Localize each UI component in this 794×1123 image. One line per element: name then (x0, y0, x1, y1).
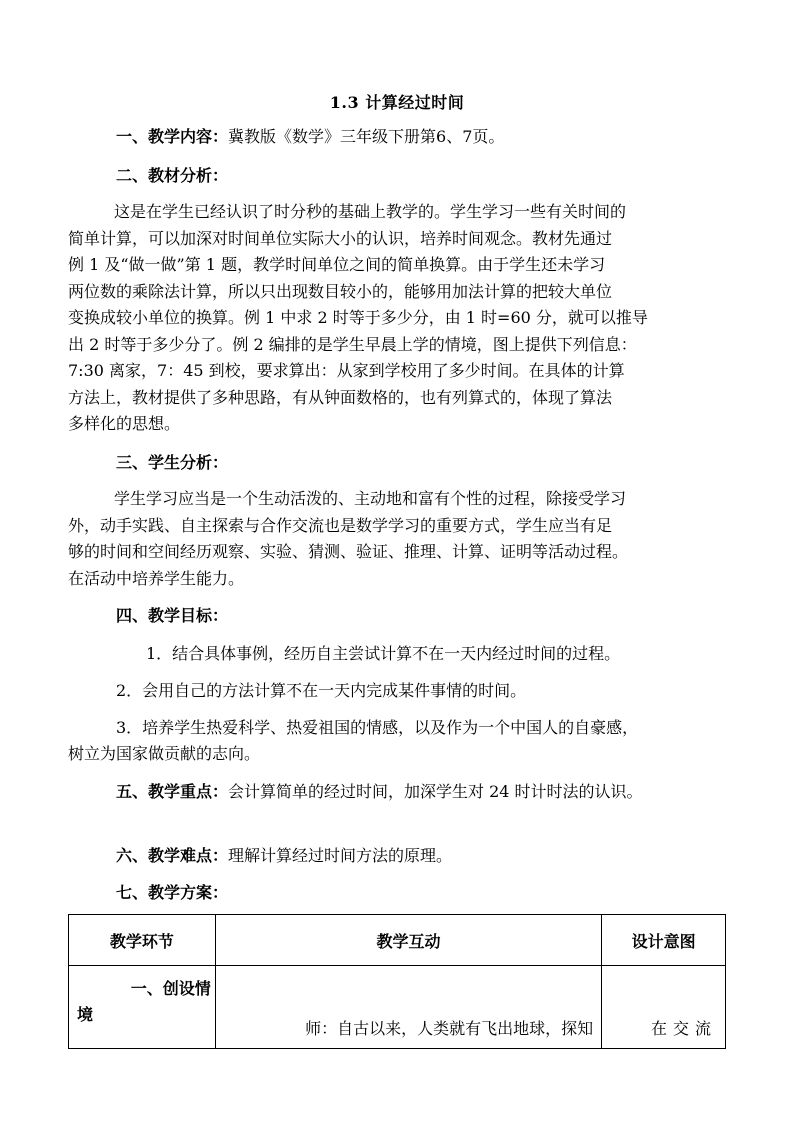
section-key-points-label: 五、教学重点： (116, 782, 229, 801)
paragraph-line: 方法上，教材提供了多种思路，有从钟面数格的，也有列算式的，体现了算法 (68, 387, 613, 407)
paragraph-line: 例 1 及“做一做”第 1 题，教学时间单位之间的简单换算。由于学生还未学习 (68, 255, 606, 274)
table-header-stage: 教学环节 (69, 915, 216, 966)
section-content (116, 124, 504, 150)
paragraph-line: 多样化的思想。 (68, 414, 181, 433)
goal-item-3-continued: 树立为国家做贡献的志向。 (68, 744, 261, 763)
section-content-label: 一、教学内容： (116, 127, 229, 146)
paragraph-line: 在活动中培养学生能力。 (68, 568, 245, 588)
goal-item-3: 3．培养学生热爱科学、热爱祖国的情感，以及作为一个中国人的自豪感， (116, 718, 639, 737)
paragraph-line: 简单计算，可以加深对时间单位实际大小的认识，培养时间观念。教材先通过 (68, 228, 613, 248)
teaching-plan-table (68, 914, 726, 1049)
section-difficulties-label: 六、教学难点： (116, 846, 229, 865)
table-cell-stage (69, 966, 216, 1049)
page-title: 1.3 计算经过时间 (329, 93, 465, 112)
section-material-label: 二、教材分析： (116, 166, 229, 185)
section-difficulties-text: 理解计算经过时间方法的原理。 (228, 846, 453, 865)
stage-line-2: 境 (77, 1005, 94, 1024)
table-cell-design: 在交流 (602, 966, 726, 1049)
section-content-text: 冀教版《数学》三年级下册第6、7页。 (228, 127, 505, 146)
section-goals-label: 四、教学目标： (116, 606, 229, 625)
section-goals-heading (116, 603, 228, 629)
section-students-heading (116, 450, 228, 476)
paragraph-line: 外，动手实践、自主探索与合作交流也是数学学习的重要方式，学生应当有足 (68, 515, 613, 535)
table-header-interaction: 教学互动 (215, 915, 601, 966)
table-header-design: 设计意图 (602, 915, 726, 966)
table-cell-interaction: 师：自古以来，人类就有飞出地球，探知 (215, 966, 601, 1049)
section-plan-heading (116, 880, 228, 906)
section-plan-label: 七、教学方案： (116, 883, 229, 902)
table-row (69, 966, 726, 1049)
paragraph-line: 这是在学生已经认识了时分秒的基础上教学的。学生学习一些有关时间的 (114, 202, 627, 221)
section-difficulties (116, 843, 452, 869)
section-key-points-text: 会计算简单的经过时间，加深学生对 24 时计时法的认识。 (228, 782, 643, 801)
section-material-heading (116, 163, 228, 189)
section-key-points (116, 779, 643, 805)
paragraph-line: 够的时间和空间经历观察、实验、猜测、验证、推理、计算、证明等活动过程。 (68, 542, 629, 561)
section-students-label: 三、学生分析： (116, 453, 229, 472)
paragraph-line: 变换成较小单位的换算。例 1 中求 2 时等于多少分，由 1 时=60 分，就可以推导 (68, 308, 648, 327)
goal-item-2: 2．会用自己的方法计算不在一天内完成某件事情的时间。 (116, 681, 527, 700)
stage-line-1: 一、创设情 (130, 979, 211, 998)
paragraph-line: 学生学习应当是一个生动活泼的、主动地和富有个性的过程，除接受学习 (114, 489, 627, 508)
section-material-paragraph (68, 199, 728, 438)
goal-item-1: 1．结合具体事例，经历自主尝试计算不在一天内经过时间的过程。 (146, 644, 621, 663)
section-students-paragraph (68, 486, 728, 592)
table-header-row (69, 915, 726, 966)
paragraph-line: 出 2 时等于多少分了。例 2 编排的是学生早晨上学的情境，图上提供下列信息： (68, 334, 637, 354)
paragraph-line: 两位数的乘除法计算，所以只出现数目较小的，能够用加法计算的把较大单位 (68, 281, 613, 301)
paragraph-line: 7:30 离家，7：45 到校，要求算出：从家到学校用了多少时间。在具体的计算 (68, 361, 625, 380)
